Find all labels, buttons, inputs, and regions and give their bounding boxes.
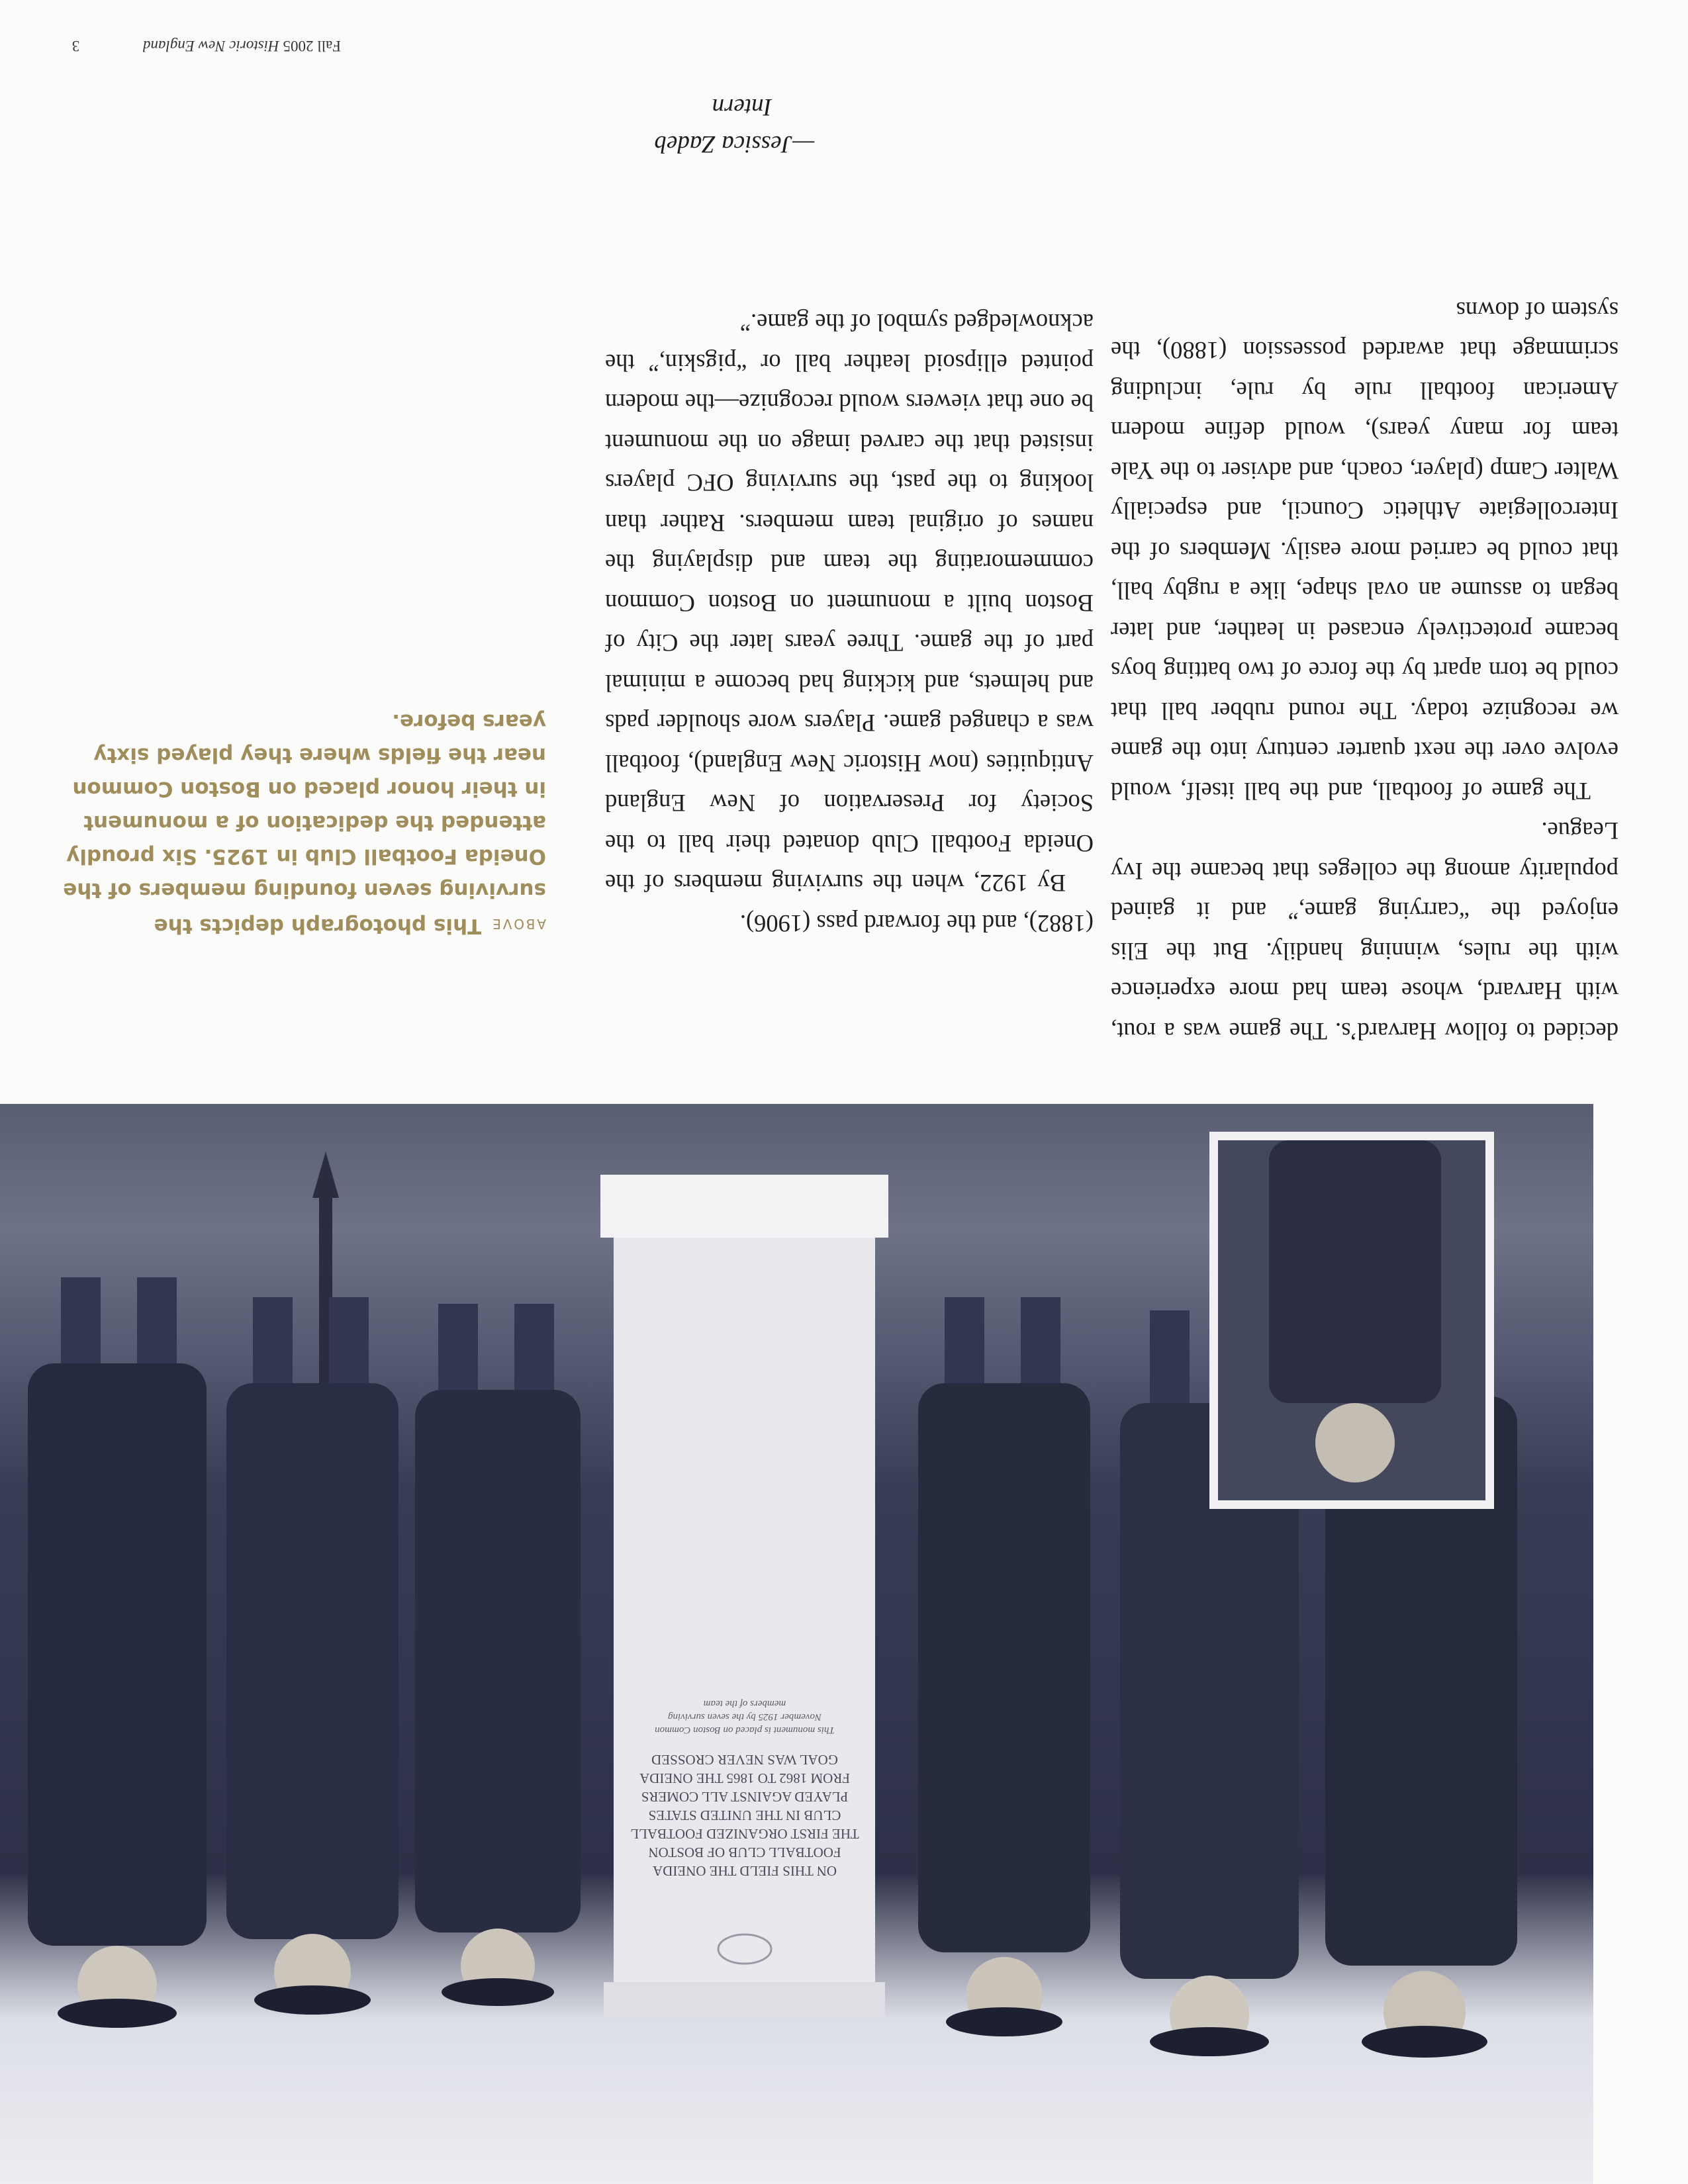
page-footer	[72, 37, 341, 54]
author-title: Intern	[712, 93, 772, 120]
article-paragraph: By 1922, when the surviving members of the Oneida Football Club donated their ball to the Society for Preservation of New England Antiquities (now Historic New England), football was a changed game. Players wore shoulder pads and helmets, and kicking had become a minimal part of the game. Three years later the City of Boston built a monument on Boston Common commemorating the team and displaying the names of original team members. Rather than looking to the past, the surviving OFC players insisted that the carved image on the monument be one that viewers would recognize—the modern pointed ellipsoid leather ball or “pigskin,” the acknowledged symbol of the game.”	[605, 309, 1094, 897]
standing-man	[226, 1297, 399, 2015]
monument-inscription-line: PLAYED AGAINST ALL COMERS	[641, 1789, 849, 1805]
historical-photograph	[0, 1104, 1593, 2184]
photo-scene	[0, 1104, 1593, 2184]
monument-note-line: This monument is placed on Boston Common	[655, 1725, 835, 1735]
article-column-left	[1111, 291, 1618, 1052]
monument-inscription-line: CLUB IN THE UNITED STATES	[648, 1807, 841, 1823]
page-number: 3	[71, 38, 80, 54]
publication-name: Historic New England	[142, 38, 279, 54]
standing-man	[918, 1297, 1090, 2036]
inset-portrait	[1209, 1132, 1494, 1509]
standing-man	[28, 1277, 207, 2028]
article-column-middle	[605, 302, 1094, 943]
photo-caption	[60, 704, 546, 942]
stone-monument	[600, 1175, 888, 2019]
monument-inscription-line: GOAL WAS NEVER CROSSED	[651, 1752, 838, 1768]
author-name: —Jessica Zadeb	[654, 130, 814, 158]
author-signature	[605, 88, 814, 162]
monument-inscription-line: THE FIRST ORGANIZED FOOTBALL	[630, 1826, 859, 1842]
monument-inscription-line: ON THIS FIELD THE ONEIDA	[652, 1863, 837, 1879]
issue-date: Fall 2005	[283, 38, 341, 54]
monument-note-line: November 1925 by the seven surviving	[667, 1711, 822, 1722]
monument-inscription-line: FROM 1862 TO 1865 THE ONEIDA	[639, 1770, 850, 1786]
caption-text: This photograph depicts the surviving seven founding members of the Oneida Football Club in 1925. Six proudly attended the dedication of a monument in their honor placed on Boston Common near the fields where they played sixty years before.	[63, 709, 546, 938]
monument-note-line: members of the team	[703, 1698, 786, 1709]
caption-label: ABOVE	[491, 916, 546, 932]
standing-man	[415, 1304, 581, 2006]
article-paragraph: The game of football, and the ball itself, would evolve over the next quarter century into the game we recognize today. The round rubber ball that could be torn apart by the force of two batting boys became protectively encased in leather, and later began to assume an oval shape, like a rugby ball, that could be carried more easily. Members of the Intercollegiate Athletic Council, and especially Walter Camp (player, coach, and adviser to the Yale team for many years), would define modern American football rule by rule, including scrimmage that awarded possession (1880), the system of downs	[1111, 297, 1618, 805]
article-paragraph: (1882), and the forward pass (1906).	[739, 910, 1094, 937]
monument-inscription-line: FOOTBALL CLUB OF BOSTON	[648, 1844, 841, 1860]
article-paragraph: decided to follow Harvard’s. The game was a rout, with Harvard, whose team had more experience with the rules, winning handily. But the Elis enjoyed the “carrying game,” and it gained popularity among the colleges that became the Ivy League.	[1111, 817, 1618, 1045]
